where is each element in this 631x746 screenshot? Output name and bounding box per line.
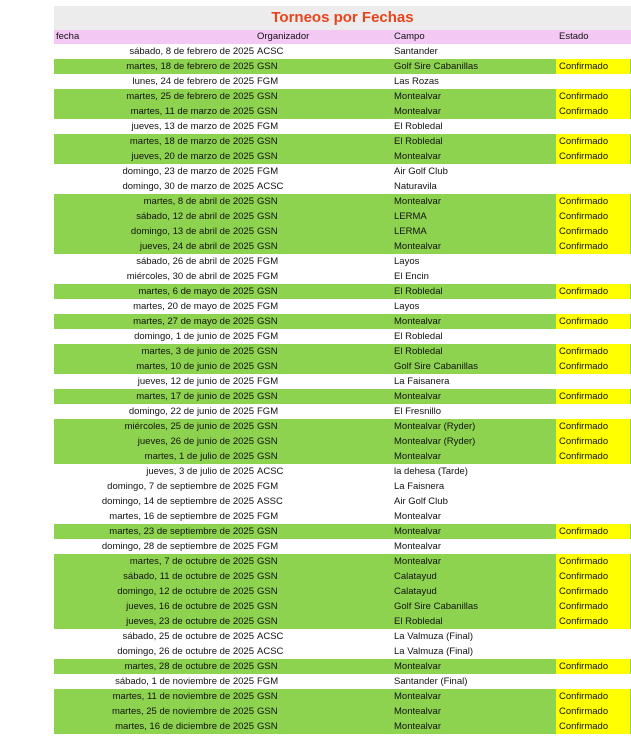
cell-campo[interactable]: Montealvar bbox=[394, 391, 441, 402]
cell-campo[interactable]: Las Rozas bbox=[394, 76, 439, 87]
table-row bbox=[54, 479, 631, 494]
cell-estado[interactable] bbox=[556, 329, 630, 344]
table-row bbox=[54, 494, 631, 509]
cell-fecha[interactable]: martes, 8 de abril de 2025 bbox=[143, 196, 254, 207]
cell-campo[interactable]: La Faisanera bbox=[394, 376, 450, 387]
cell-organizador[interactable]: ASSC bbox=[257, 496, 283, 507]
table-row bbox=[54, 59, 631, 74]
cell-campo[interactable]: Montealvar bbox=[394, 241, 441, 252]
cell-organizador[interactable]: GSN bbox=[257, 601, 278, 612]
cell-campo[interactable]: El Robledal bbox=[394, 286, 443, 297]
cell-estado[interactable] bbox=[556, 44, 630, 59]
header-estado[interactable]: Estado bbox=[559, 31, 589, 42]
cell-estado[interactable]: Confirmado bbox=[556, 719, 630, 734]
cell-organizador[interactable]: GSN bbox=[257, 316, 278, 327]
cell-campo[interactable]: Montealvar bbox=[394, 691, 441, 702]
cell-fecha[interactable]: jueves, 16 de octubre de 2025 bbox=[126, 601, 254, 612]
sheet-title: Torneos por Fechas bbox=[54, 6, 631, 30]
cell-estado[interactable]: Confirmado bbox=[556, 239, 630, 254]
cell-campo[interactable]: LERMA bbox=[394, 226, 427, 237]
table-body bbox=[54, 44, 631, 734]
cell-campo[interactable]: El Robledal bbox=[394, 121, 443, 132]
cell-estado[interactable]: Confirmado bbox=[556, 614, 630, 629]
cell-fecha[interactable]: martes, 7 de octubre de 2025 bbox=[129, 556, 254, 567]
cell-estado[interactable]: Confirmado bbox=[556, 584, 630, 599]
table-row bbox=[54, 119, 631, 134]
cell-fecha[interactable]: sábado, 26 de abril de 2025 bbox=[136, 256, 254, 267]
cell-estado[interactable]: Confirmado bbox=[556, 209, 630, 224]
cell-campo[interactable]: El Encin bbox=[394, 271, 429, 282]
cell-estado[interactable]: Confirmado bbox=[556, 89, 630, 104]
cell-organizador[interactable]: GSN bbox=[257, 196, 278, 207]
table-row bbox=[54, 44, 631, 59]
cell-fecha[interactable]: martes, 3 de junio de 2025 bbox=[141, 346, 254, 357]
cell-fecha[interactable]: sábado, 12 de abril de 2025 bbox=[136, 211, 254, 222]
cell-organizador[interactable]: GSN bbox=[257, 571, 278, 582]
table-row bbox=[54, 509, 631, 524]
cell-organizador[interactable]: FGM bbox=[257, 166, 279, 177]
cell-fecha[interactable]: domingo, 30 de marzo de 2025 bbox=[122, 181, 254, 192]
cell-campo[interactable]: El Robledal bbox=[394, 331, 443, 342]
cell-fecha[interactable]: jueves, 12 de junio de 2025 bbox=[137, 376, 254, 387]
cell-fecha[interactable]: domingo, 28 de septiembre de 2025 bbox=[101, 541, 254, 552]
cell-campo[interactable]: Montealvar bbox=[394, 721, 441, 732]
cell-estado[interactable]: Confirmado bbox=[556, 704, 630, 719]
cell-organizador[interactable]: ACSC bbox=[257, 646, 284, 657]
cell-estado[interactable]: Confirmado bbox=[556, 554, 630, 569]
table-row bbox=[54, 314, 631, 329]
cell-fecha[interactable]: jueves, 23 de octubre de 2025 bbox=[126, 616, 254, 627]
cell-campo[interactable]: Montealvar (Ryder) bbox=[394, 421, 476, 432]
cell-organizador[interactable]: GSN bbox=[257, 106, 278, 117]
cell-organizador[interactable]: GSN bbox=[257, 661, 278, 672]
table-row bbox=[54, 674, 631, 689]
cell-campo[interactable]: Montealvar bbox=[394, 541, 441, 552]
cell-estado[interactable]: Confirmado bbox=[556, 599, 630, 614]
cell-campo[interactable]: Montealvar (Ryder) bbox=[394, 436, 476, 447]
table-row bbox=[54, 434, 631, 449]
cell-campo[interactable]: Naturavila bbox=[394, 181, 437, 192]
cell-fecha[interactable]: sábado, 8 de febrero de 2025 bbox=[129, 46, 254, 57]
cell-fecha[interactable]: jueves, 3 de julio de 2025 bbox=[146, 466, 254, 477]
cell-campo[interactable]: Santander bbox=[394, 46, 438, 57]
cell-organizador[interactable]: FGM bbox=[257, 511, 279, 522]
cell-estado[interactable] bbox=[556, 404, 630, 419]
table-row bbox=[54, 569, 631, 584]
table-row bbox=[54, 704, 631, 719]
cell-organizador[interactable]: FGM bbox=[257, 256, 279, 267]
table-row bbox=[54, 644, 631, 659]
cell-campo[interactable]: la dehesa (Tarde) bbox=[394, 466, 468, 477]
cell-estado[interactable] bbox=[556, 464, 630, 479]
cell-organizador[interactable]: GSN bbox=[257, 436, 278, 447]
cell-campo[interactable]: Montealvar bbox=[394, 556, 441, 567]
cell-campo[interactable]: Calatayud bbox=[394, 571, 437, 582]
cell-fecha[interactable]: martes, 11 de noviembre de 2025 bbox=[112, 691, 254, 702]
cell-estado[interactable] bbox=[556, 164, 630, 179]
cell-campo[interactable]: La Valmuza (Final) bbox=[394, 646, 474, 657]
table-row bbox=[54, 329, 631, 344]
cell-fecha[interactable]: martes, 28 de octubre de 2025 bbox=[124, 661, 254, 672]
cell-organizador[interactable]: GSN bbox=[257, 346, 278, 357]
cell-estado[interactable] bbox=[556, 254, 630, 269]
cell-organizador[interactable]: GSN bbox=[257, 241, 278, 252]
cell-campo[interactable]: Montealvar bbox=[394, 511, 441, 522]
cell-organizador[interactable]: GSN bbox=[257, 361, 278, 372]
cell-estado[interactable] bbox=[556, 74, 630, 89]
cell-campo[interactable]: LERMA bbox=[394, 211, 427, 222]
cell-campo[interactable]: Golf Sire Cabanillas bbox=[394, 61, 478, 72]
cell-estado[interactable] bbox=[556, 119, 630, 134]
cell-fecha[interactable]: domingo, 26 de octubre de 2025 bbox=[117, 646, 254, 657]
table-row bbox=[54, 239, 631, 254]
cell-campo[interactable]: Montealvar bbox=[394, 196, 441, 207]
table-row bbox=[54, 659, 631, 674]
table-row bbox=[54, 104, 631, 119]
table-row bbox=[54, 179, 631, 194]
cell-estado[interactable]: Confirmado bbox=[556, 659, 630, 674]
cell-fecha[interactable]: domingo, 7 de septiembre de 2025 bbox=[107, 481, 254, 492]
header-campo[interactable]: Campo bbox=[394, 31, 425, 42]
cell-organizador[interactable]: FGM bbox=[257, 481, 279, 492]
cell-estado[interactable]: Confirmado bbox=[556, 194, 630, 209]
table-row bbox=[54, 194, 631, 209]
table-row bbox=[54, 284, 631, 299]
header-row bbox=[54, 30, 631, 44]
header-fecha[interactable]: fecha bbox=[56, 31, 80, 42]
cell-fecha[interactable]: martes, 18 de marzo de 2025 bbox=[129, 136, 254, 147]
cell-estado[interactable]: Confirmado bbox=[556, 389, 630, 404]
cell-estado[interactable]: Confirmado bbox=[556, 284, 630, 299]
cell-estado[interactable]: Confirmado bbox=[556, 59, 630, 74]
cell-estado[interactable]: Confirmado bbox=[556, 434, 630, 449]
cell-campo[interactable]: El Robledal bbox=[394, 136, 443, 147]
cell-estado[interactable] bbox=[556, 644, 630, 659]
cell-estado[interactable]: Confirmado bbox=[556, 344, 630, 359]
cell-fecha[interactable]: sábado, 11 de octubre de 2025 bbox=[123, 571, 254, 582]
cell-organizador[interactable]: GSN bbox=[257, 226, 278, 237]
table-row bbox=[54, 614, 631, 629]
cell-fecha[interactable]: domingo, 13 de abril de 2025 bbox=[130, 226, 254, 237]
cell-organizador[interactable]: ACSC bbox=[257, 466, 284, 477]
cell-organizador[interactable]: FGM bbox=[257, 301, 279, 312]
cell-estado[interactable]: Confirmado bbox=[556, 314, 630, 329]
table-row bbox=[54, 89, 631, 104]
cell-estado[interactable]: Confirmado bbox=[556, 104, 630, 119]
cell-fecha[interactable]: martes, 10 de junio de 2025 bbox=[136, 361, 254, 372]
cell-campo[interactable]: Montealvar bbox=[394, 151, 441, 162]
table-row bbox=[54, 74, 631, 89]
table-row bbox=[54, 629, 631, 644]
table-row bbox=[54, 299, 631, 314]
cell-fecha[interactable]: domingo, 22 de junio de 2025 bbox=[128, 406, 254, 417]
table-row bbox=[54, 554, 631, 569]
cell-estado[interactable]: Confirmado bbox=[556, 359, 630, 374]
cell-campo[interactable]: Golf Sire Cabanillas bbox=[394, 601, 478, 612]
cell-campo[interactable]: Montealvar bbox=[394, 316, 441, 327]
cell-estado[interactable] bbox=[556, 269, 630, 284]
cell-fecha[interactable]: jueves, 26 de junio de 2025 bbox=[137, 436, 254, 447]
cell-organizador[interactable]: GSN bbox=[257, 451, 278, 462]
cell-organizador[interactable]: GSN bbox=[257, 91, 278, 102]
cell-estado[interactable] bbox=[556, 179, 630, 194]
cell-organizador[interactable]: GSN bbox=[257, 616, 278, 627]
table-row bbox=[54, 149, 631, 164]
cell-fecha[interactable]: martes, 11 de marzo de 2025 bbox=[130, 106, 254, 117]
cell-organizador[interactable]: GSN bbox=[257, 556, 278, 567]
cell-organizador[interactable]: GSN bbox=[257, 586, 278, 597]
cell-estado[interactable] bbox=[556, 374, 630, 389]
cell-organizador[interactable]: GSN bbox=[257, 421, 278, 432]
table-row bbox=[54, 374, 631, 389]
table-row bbox=[54, 224, 631, 239]
cell-fecha[interactable]: jueves, 20 de marzo de 2025 bbox=[131, 151, 254, 162]
cell-organizador[interactable]: GSN bbox=[257, 136, 278, 147]
cell-campo[interactable]: Santander (Final) bbox=[394, 676, 468, 687]
cell-fecha[interactable]: miércoles, 30 de abril de 2025 bbox=[126, 271, 254, 282]
spreadsheet bbox=[54, 6, 631, 734]
cell-organizador[interactable]: GSN bbox=[257, 526, 278, 537]
cell-fecha[interactable]: martes, 20 de mayo de 2025 bbox=[133, 301, 254, 312]
cell-campo[interactable]: Layos bbox=[394, 256, 420, 267]
cell-estado[interactable] bbox=[556, 494, 630, 509]
cell-campo[interactable]: El Fresnillo bbox=[394, 406, 441, 417]
cell-organizador[interactable]: FGM bbox=[257, 271, 279, 282]
cell-fecha[interactable]: martes, 25 de febrero de 2025 bbox=[126, 91, 254, 102]
table-row bbox=[54, 404, 631, 419]
cell-estado[interactable]: Confirmado bbox=[556, 149, 630, 164]
table-row bbox=[54, 269, 631, 284]
cell-fecha[interactable]: martes, 27 de mayo de 2025 bbox=[133, 316, 254, 327]
table-row bbox=[54, 689, 631, 704]
cell-fecha[interactable]: martes, 16 de diciembre de 2025 bbox=[115, 721, 254, 732]
cell-fecha[interactable]: martes, 6 de mayo de 2025 bbox=[138, 286, 254, 297]
cell-fecha[interactable]: jueves, 24 de abril de 2025 bbox=[139, 241, 254, 252]
cell-fecha[interactable]: martes, 23 de septiembre de 2025 bbox=[109, 526, 254, 537]
table-row bbox=[54, 464, 631, 479]
cell-estado[interactable] bbox=[556, 299, 630, 314]
cell-organizador[interactable]: FGM bbox=[257, 541, 279, 552]
table-row bbox=[54, 584, 631, 599]
cell-campo[interactable]: Montealvar bbox=[394, 91, 441, 102]
cell-campo[interactable]: El Robledal bbox=[394, 616, 443, 627]
table-row bbox=[54, 599, 631, 614]
table-row bbox=[54, 419, 631, 434]
cell-fecha[interactable]: miércoles, 25 de junio de 2025 bbox=[124, 421, 254, 432]
table-row bbox=[54, 134, 631, 149]
cell-fecha[interactable]: martes, 25 de noviembre de 2025 bbox=[111, 706, 254, 717]
table-row bbox=[54, 164, 631, 179]
cell-estado[interactable]: Confirmado bbox=[556, 569, 630, 584]
table-row bbox=[54, 539, 631, 554]
table-row bbox=[54, 254, 631, 269]
table-row bbox=[54, 209, 631, 224]
cell-campo[interactable]: Air Golf Club bbox=[394, 496, 448, 507]
cell-estado[interactable]: Confirmado bbox=[556, 524, 630, 539]
cell-fecha[interactable]: martes, 18 de febrero de 2025 bbox=[126, 61, 254, 72]
cell-campo[interactable]: Montealvar bbox=[394, 526, 441, 537]
cell-fecha[interactable]: sábado, 1 de noviembre de 2025 bbox=[115, 676, 254, 687]
cell-campo[interactable]: Air Golf Club bbox=[394, 166, 448, 177]
cell-estado[interactable] bbox=[556, 509, 630, 524]
cell-estado[interactable]: Confirmado bbox=[556, 224, 630, 239]
cell-estado[interactable] bbox=[556, 479, 630, 494]
cell-organizador[interactable]: FGM bbox=[257, 376, 279, 387]
cell-fecha[interactable]: martes, 16 de septiembre de 2025 bbox=[109, 511, 254, 522]
cell-fecha[interactable]: lunes, 24 de febrero de 2025 bbox=[132, 76, 254, 87]
table-row bbox=[54, 719, 631, 734]
cell-organizador[interactable]: ACSC bbox=[257, 46, 284, 57]
cell-campo[interactable]: Montealvar bbox=[394, 706, 441, 717]
cell-campo[interactable]: Montealvar bbox=[394, 661, 441, 672]
cell-fecha[interactable]: jueves, 13 de marzo de 2025 bbox=[131, 121, 254, 132]
cell-organizador[interactable]: FGM bbox=[257, 676, 279, 687]
table-row bbox=[54, 344, 631, 359]
cell-campo[interactable]: Layos bbox=[394, 301, 420, 312]
cell-campo[interactable]: Montealvar bbox=[394, 451, 441, 462]
cell-organizador[interactable]: GSN bbox=[257, 61, 278, 72]
cell-organizador[interactable]: GSN bbox=[257, 391, 278, 402]
cell-fecha[interactable]: martes, 1 de julio de 2025 bbox=[144, 451, 254, 462]
cell-estado[interactable] bbox=[556, 539, 630, 554]
cell-organizador[interactable]: FGM bbox=[257, 331, 279, 342]
cell-organizador[interactable]: ACSC bbox=[257, 181, 284, 192]
header-organizador[interactable]: Organizador bbox=[257, 31, 310, 42]
cell-organizador[interactable]: GSN bbox=[257, 151, 278, 162]
cell-organizador[interactable]: GSN bbox=[257, 211, 278, 222]
cell-organizador[interactable]: GSN bbox=[257, 286, 278, 297]
cell-fecha[interactable]: domingo, 1 de junio de 2025 bbox=[134, 331, 254, 342]
cell-organizador[interactable]: FGM bbox=[257, 121, 279, 132]
cell-fecha[interactable]: domingo, 14 de septiembre de 2025 bbox=[101, 496, 254, 507]
table-row bbox=[54, 524, 631, 539]
cell-organizador[interactable]: ACSC bbox=[257, 631, 284, 642]
cell-campo[interactable]: Montealvar bbox=[394, 106, 441, 117]
cell-organizador[interactable]: GSN bbox=[257, 706, 278, 717]
cell-estado[interactable]: Confirmado bbox=[556, 449, 630, 464]
cell-estado[interactable] bbox=[556, 629, 630, 644]
table-row bbox=[54, 389, 631, 404]
cell-campo[interactable]: La Faisnera bbox=[394, 481, 445, 492]
cell-campo[interactable]: Calatayud bbox=[394, 586, 437, 597]
cell-fecha[interactable]: domingo, 23 de marzo de 2025 bbox=[122, 166, 254, 177]
table-row bbox=[54, 359, 631, 374]
cell-estado[interactable] bbox=[556, 674, 630, 689]
cell-organizador[interactable]: FGM bbox=[257, 76, 279, 87]
cell-campo[interactable]: El Robledal bbox=[394, 346, 443, 357]
cell-estado[interactable]: Confirmado bbox=[556, 419, 630, 434]
cell-fecha[interactable]: martes, 17 de junio de 2025 bbox=[136, 391, 254, 402]
cell-organizador[interactable]: GSN bbox=[257, 691, 278, 702]
cell-fecha[interactable]: sábado, 25 de octubre de 2025 bbox=[122, 631, 254, 642]
cell-campo[interactable]: Golf Sire Cabanillas bbox=[394, 361, 478, 372]
cell-organizador[interactable]: GSN bbox=[257, 721, 278, 732]
cell-fecha[interactable]: domingo, 12 de octubre de 2025 bbox=[117, 586, 254, 597]
cell-campo[interactable]: La Valmuza (Final) bbox=[394, 631, 474, 642]
table-row bbox=[54, 449, 631, 464]
cell-organizador[interactable]: FGM bbox=[257, 406, 279, 417]
cell-estado[interactable]: Confirmado bbox=[556, 134, 630, 149]
cell-estado[interactable]: Confirmado bbox=[556, 689, 630, 704]
